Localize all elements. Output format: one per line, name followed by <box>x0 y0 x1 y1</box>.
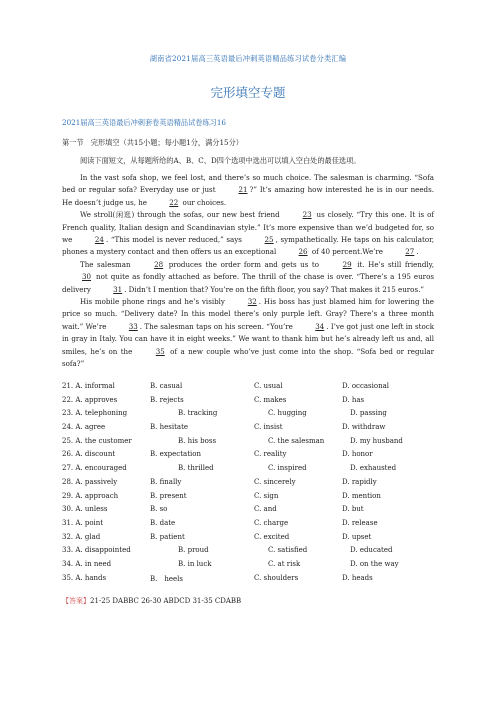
option-choice: 22. A. approves <box>62 395 118 404</box>
option-choice: B. finally <box>150 477 182 486</box>
text-run: We stroll(闲逛) through the sofas, our new best friend <box>80 210 283 220</box>
option-choice: B. proud <box>178 546 209 555</box>
blank-35: 35 <box>155 346 165 356</box>
option-choice: B. heels <box>150 574 183 583</box>
option-choice: B. hesitate <box>150 423 189 432</box>
option-row <box>62 546 442 560</box>
option-choice: D. honor <box>342 450 373 459</box>
document-header: 湖南省2021届高三英语最后冲刺英语精品练习试卷分类汇编 <box>149 54 347 63</box>
option-choice: D. mention <box>342 491 381 500</box>
option-row <box>62 478 442 492</box>
cloze-passage <box>62 172 434 371</box>
option-choice: 30. A. unless <box>62 505 108 514</box>
exam-subheading: 2021届高三英语最后冲刺套卷英语精品试卷练习16 <box>62 118 227 127</box>
option-row <box>62 519 442 533</box>
blank-25: 25 <box>264 235 274 245</box>
text-run: . I’ve got just one left in stock in gray in Italy. You can have it in eight weeks.” We want to thank him but he’s already left us and, all smiles, he’s on the <box>62 321 435 356</box>
paragraph-1 <box>62 172 434 209</box>
blank-22: 22 <box>169 197 179 207</box>
text-run: it. He’s still friendly, <box>353 259 434 269</box>
option-row <box>62 505 442 519</box>
option-choice: B. thrilled <box>178 464 214 473</box>
blank-21: 21 <box>238 185 248 195</box>
text-run: The salesman <box>80 259 135 269</box>
option-choice: B. present <box>150 491 187 500</box>
option-row <box>62 382 442 396</box>
option-choice: B. date <box>150 518 176 527</box>
option-choice: B. casual <box>150 382 183 390</box>
option-choice: C. shoulders <box>254 573 299 582</box>
option-choice: D. occasional <box>342 382 390 390</box>
option-choice: C. satisfied <box>268 546 308 555</box>
option-choice: 23. A. telephoning <box>62 409 128 418</box>
option-choice: C. sign <box>254 491 279 500</box>
text-run: His mobile phone rings and he’s visibly <box>80 297 228 307</box>
paragraph-3 <box>62 259 434 296</box>
blank-32: 32 <box>247 297 257 307</box>
option-row <box>62 450 442 464</box>
option-choice: D. release <box>342 518 378 527</box>
option-row <box>62 492 442 506</box>
option-choice: 34. A. in need <box>62 559 112 568</box>
option-choice: C. and <box>254 505 277 514</box>
option-choice: 31. A. point <box>62 518 104 527</box>
option-choice: C. makes <box>254 395 287 404</box>
option-choice: C. sincerely <box>254 477 296 486</box>
option-choice: D. my husband <box>350 436 403 445</box>
option-choice: B. tracking <box>178 409 218 418</box>
instructions: 阅读下面短文，从每题所给的A、B、C、D四个选项中选出可以填入空白处的最佳选项。 <box>80 156 361 165</box>
text-run: of a new couple who’ve just come into the shop. “Sofa bed or regular sofa?” <box>62 346 434 369</box>
text-run: . His boss has just blamed him for lowering the price so much. “Delivery date? In this model there’s only purple left. Gray? There’s a three month wait.” We’re <box>62 297 434 331</box>
option-choice: C. hugging <box>268 409 307 418</box>
answer-tag: 【答案】 <box>62 597 90 605</box>
option-choice: 33. A. disappointed <box>62 546 131 555</box>
text-run: In the vast sofa shop, we feel lost, and there’s so much choice. The salesman is charming. “Sofa bed or regular sofa? Everyday use or just <box>62 173 434 195</box>
option-choice: C. excited <box>254 532 290 541</box>
blank-28: 28 <box>154 259 164 269</box>
option-choice: C. insist <box>254 423 283 432</box>
option-choice: B. so <box>150 505 168 514</box>
text-run: produces the order form and gets us to <box>165 259 323 269</box>
option-choice: C. reality <box>254 450 287 459</box>
option-choice: B. in luck <box>178 559 212 568</box>
option-choice: 29. A. approach <box>62 491 119 500</box>
text-run: not quite as fondly attached as before. The thrill of the chase is over. “There’s a 195 euros delivery <box>62 272 434 294</box>
text-run: of 40 percent.We’re <box>309 247 386 257</box>
option-choice: 21. A. informal <box>62 382 115 390</box>
option-row <box>62 533 442 547</box>
option-choice: B. expectation <box>150 450 201 459</box>
option-choice: C. charge <box>254 518 289 527</box>
option-choice: B. patient <box>150 532 185 541</box>
option-row <box>62 423 442 437</box>
blank-23: 23 <box>302 210 312 220</box>
option-choice: D. heads <box>342 573 373 582</box>
option-choice: D. withdraw <box>342 423 386 432</box>
text-run: . Didn’t I mention that? You’re on the fifth floor, you say? That makes it 215 euros.” <box>124 284 424 294</box>
blank-29: 29 <box>342 259 352 269</box>
option-choice: D. upset <box>342 532 372 541</box>
option-choice: 28. A. passively <box>62 477 118 486</box>
answer-key <box>62 596 241 606</box>
text-run: . <box>416 247 419 257</box>
blank-26: 26 <box>298 247 308 257</box>
blank-34: 34 <box>315 321 325 331</box>
option-choice: 27. A. encouraged <box>62 464 127 473</box>
text-run: , sympathetically. He taps on his calculator, phones a mystery contact and then offers us an exceptional <box>62 235 434 257</box>
blank-27: 27 <box>405 247 415 257</box>
option-choice: C. usual <box>254 382 283 390</box>
option-choice: D. passing <box>350 409 387 418</box>
paragraph-2 <box>62 209 434 259</box>
option-row <box>62 464 442 478</box>
option-choice: C. the salesman <box>268 436 325 445</box>
page-title: 完形填空专题 <box>210 85 286 100</box>
blank-33: 33 <box>128 321 138 331</box>
option-choice: 25. A. the customer <box>62 436 132 445</box>
option-choice: D. but <box>342 505 364 514</box>
answer-text: 21-25 DABBC 26-30 ABDCD 31-35 CDABB <box>90 597 242 605</box>
option-choice: B. rejects <box>150 395 184 404</box>
option-choice: 26. A. discount <box>62 450 116 459</box>
option-choice: 32. A. glad <box>62 532 101 541</box>
option-choice: D. educated <box>350 546 393 555</box>
option-choice: D. exhausted <box>350 464 397 473</box>
text-run: us closely. “Try this one. It is of French quality, Italian design and Scandinavian style.” It’s more expensive than we’d budgeted for, so we <box>62 210 434 245</box>
option-row <box>62 409 442 423</box>
option-choice: C. at risk <box>268 559 301 568</box>
option-row <box>62 560 442 574</box>
blank-31: 31 <box>113 284 123 294</box>
blank-24: 24 <box>94 235 104 245</box>
text-run: ?” It’s amazing how interested he is in our needs. He doesn’t judge us, he <box>62 185 434 207</box>
blank-30: 30 <box>82 272 92 282</box>
option-row <box>62 574 442 588</box>
section-heading: 第一节 完形填空（共15小题；每小题1分，满分15分） <box>62 138 243 147</box>
option-choice: D. on the way <box>350 559 399 568</box>
option-choice: 35. A. hands <box>62 573 107 582</box>
text-run: . “This model is never reduced,” says <box>105 235 245 245</box>
option-choice: C. inspired <box>268 464 307 473</box>
text-run: . The salesman taps on his screen. “You’re <box>139 321 296 331</box>
option-row <box>62 396 442 410</box>
text-run: our choices. <box>180 197 227 207</box>
option-choice: 24. A. agree <box>62 423 106 432</box>
answer-options <box>62 382 442 587</box>
option-choice: D. has <box>342 395 365 404</box>
paragraph-4 <box>62 296 434 370</box>
option-choice: D. rapidly <box>342 477 377 486</box>
option-choice: B. his boss <box>178 436 217 445</box>
option-row <box>62 437 442 451</box>
